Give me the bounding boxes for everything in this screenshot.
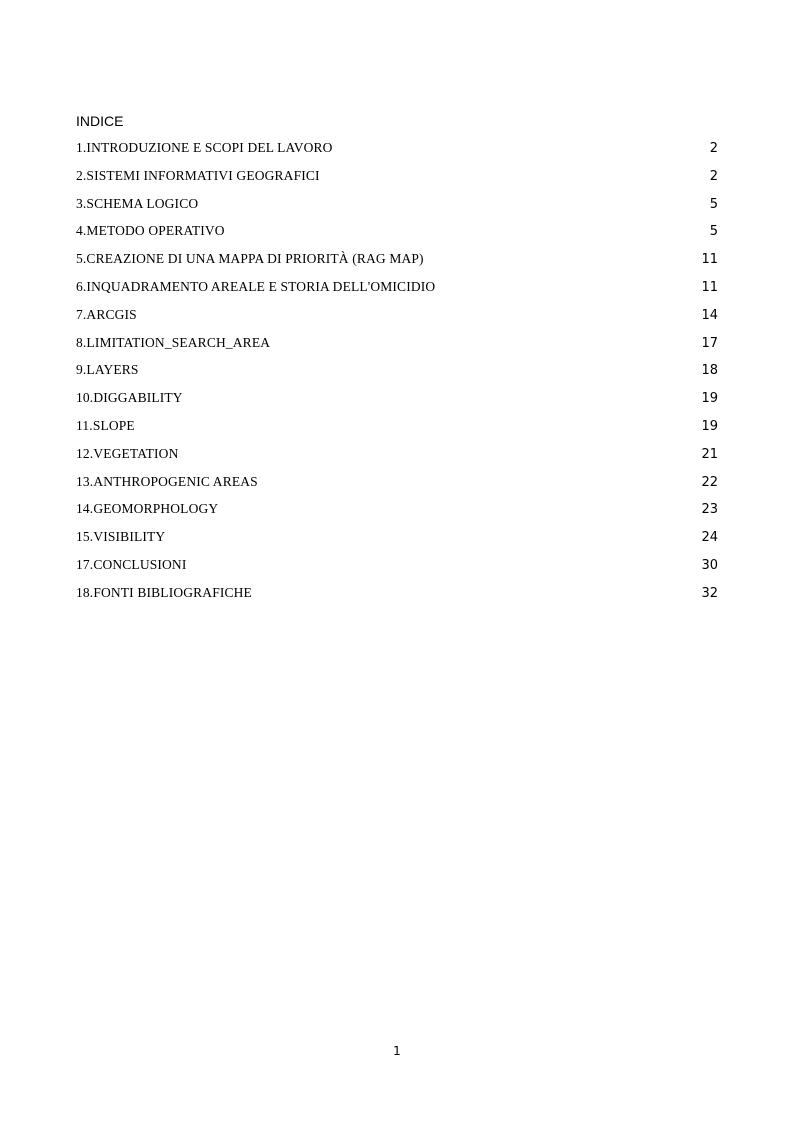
toc-entry <box>76 278 718 306</box>
toc-entry-title: 5.CREAZIONE DI UNA MAPPA DI PRIORITÀ (RAG MAP) <box>76 251 424 267</box>
toc-entry <box>76 473 718 501</box>
toc-entry <box>76 528 718 556</box>
toc-entry-page: 17 <box>701 335 718 351</box>
toc-entry <box>76 222 718 250</box>
toc-entry-title: 7.ARCGIS <box>76 306 137 322</box>
toc-entry <box>76 389 718 417</box>
toc-entry <box>76 584 718 612</box>
toc-entry <box>76 334 718 362</box>
toc-entry <box>76 195 718 223</box>
table-of-contents <box>76 139 718 612</box>
toc-entry-page: 19 <box>701 391 718 407</box>
toc-entry-page: 5 <box>709 224 718 240</box>
toc-entry-title: 15.VISIBILITY <box>76 529 166 545</box>
toc-entry-title: 6.INQUADRAMENTO AREALE E STORIA DELL'OMICIDIO <box>76 278 436 294</box>
toc-entry-title: 9.LAYERS <box>76 362 139 378</box>
page-number: 1 <box>393 1044 401 1058</box>
toc-heading: INDICE <box>76 113 124 129</box>
toc-entry-page: 24 <box>701 530 718 546</box>
toc-entry <box>76 556 718 584</box>
toc-entry-page: 11 <box>701 279 718 295</box>
toc-entry-page: 23 <box>701 502 718 518</box>
toc-entry-page: 14 <box>701 307 718 323</box>
toc-entry-title: 1.INTRODUZIONE E SCOPI DEL LAVORO <box>76 140 333 155</box>
toc-entry-title: 14.GEOMORPHOLOGY <box>76 501 219 517</box>
toc-entry <box>76 167 718 195</box>
toc-entry-page: 22 <box>701 474 718 490</box>
toc-entry-title: 11.SLOPE <box>76 417 135 433</box>
toc-entry-title: 2.SISTEMI INFORMATIVI GEOGRAFICI <box>76 167 320 183</box>
toc-entry-title: 8.LIMITATION_SEARCH_AREA <box>76 334 271 350</box>
toc-entry-page: 5 <box>709 196 718 212</box>
toc-entry-page: 2 <box>709 141 718 156</box>
toc-entry-page: 21 <box>701 446 718 462</box>
toc-entry-page: 30 <box>701 557 718 573</box>
toc-entry-title: 17.CONCLUSIONI <box>76 556 187 572</box>
toc-entry <box>76 139 718 167</box>
toc-entry-page: 18 <box>701 363 718 379</box>
toc-entry <box>76 250 718 278</box>
toc-entry <box>76 417 718 445</box>
toc-entry <box>76 306 718 334</box>
toc-entry-title: 18.FONTI BIBLIOGRAFICHE <box>76 584 252 600</box>
toc-entry-title: 3.SCHEMA LOGICO <box>76 195 199 211</box>
toc-entry-title: 12.VEGETATION <box>76 445 179 461</box>
toc-entry-title: 4.METODO OPERATIVO <box>76 223 225 239</box>
toc-entry-page: 2 <box>709 168 718 184</box>
toc-entry-page: 19 <box>701 418 718 434</box>
toc-entry-title: 10.DIGGABILITY <box>76 390 183 406</box>
toc-entry <box>76 361 718 389</box>
toc-entry-page: 32 <box>701 585 718 601</box>
toc-entry-title: 13.ANTHROPOGENIC AREAS <box>76 473 258 489</box>
toc-entry <box>76 445 718 473</box>
toc-entry <box>76 500 718 528</box>
toc-entry-page: 11 <box>701 252 718 268</box>
